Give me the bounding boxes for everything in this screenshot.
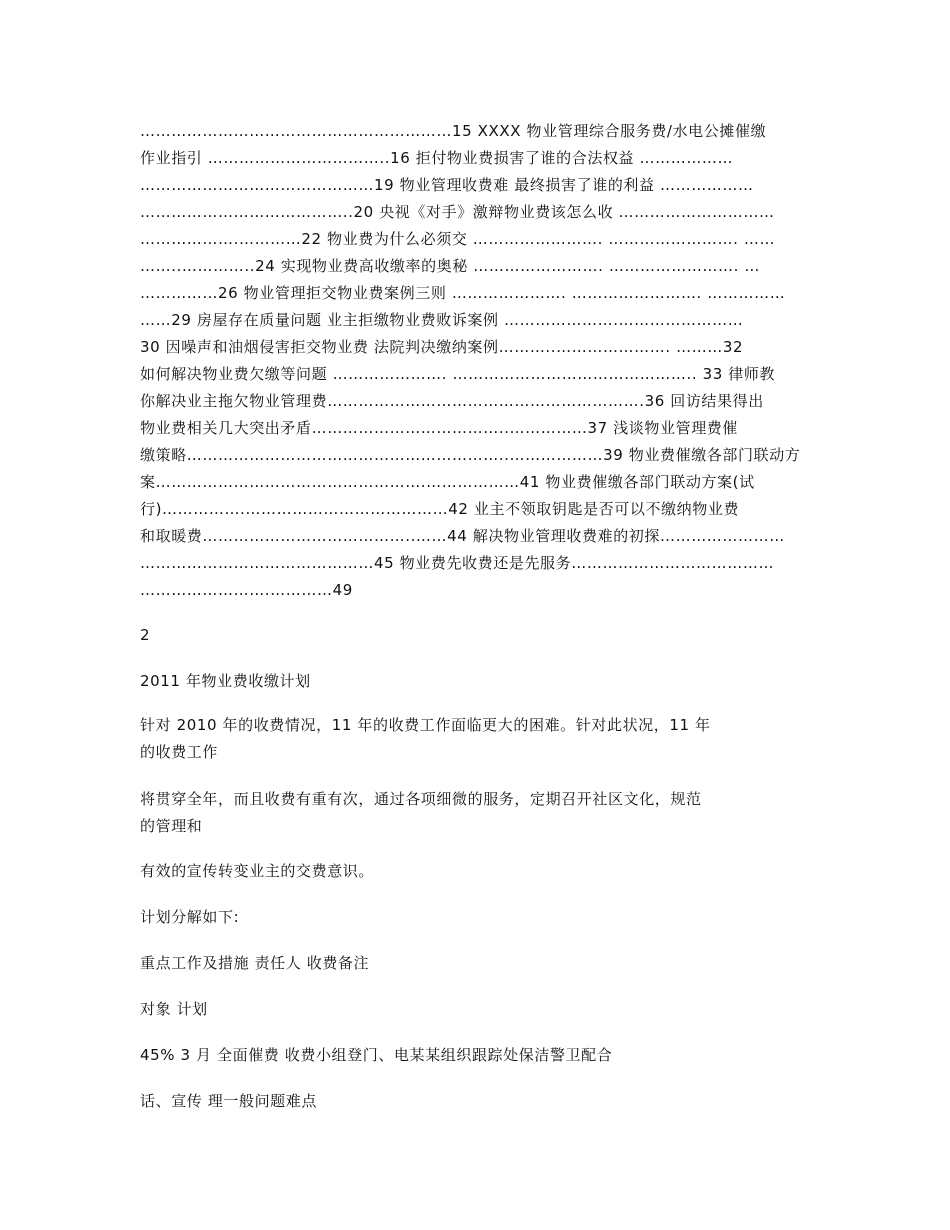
paragraph-8 [140, 1088, 812, 1115]
table-of-contents [140, 118, 812, 604]
toc-line: ……………………………………………………15 XXXX 物业管理综合服务费/水电公摊催缴 [140, 122, 767, 140]
paragraph-line: 的收费工作 [140, 743, 219, 761]
paragraph-line: 重点工作及措施 责任人 收费备注 [140, 954, 370, 972]
toc-line: ………………………………………19 物业管理收费难 最终损害了谁的利益 ……………… [140, 176, 754, 194]
paragraph-line: 的管理和 [140, 817, 203, 835]
paragraph-line: 计划分解如下: [140, 908, 240, 926]
paragraph-1 [140, 712, 812, 766]
toc-line: 物业费相关几大突出矛盾………………………………..……………37 浅谈物业管理费催 [140, 419, 738, 437]
toc-line: …………………………………..20 央视《对手》激辩物业费该怎么收 ………………………… [140, 203, 775, 221]
section-title: 2011 年物业费收缴计划 [140, 672, 311, 690]
toc-line: 如何解决物业费欠缴等问题 …………………. ……………………………………….. 33 律师教 [140, 365, 776, 383]
paragraph-line: 将贯穿全年，而且收费有重有次，通过各项细微的服务，定期召开社区文化，规范 [140, 790, 702, 808]
paragraph-5 [140, 950, 812, 977]
paragraph-line: 话、宣传 理一般问题难点 [140, 1092, 317, 1110]
paragraph-2 [140, 786, 812, 840]
paragraph-line: 45% 3 月 全面催费 收费小组登门、电某某组织跟踪处保洁警卫配合 [140, 1046, 613, 1064]
toc-line: 行)…………….…………………………………42 业主不领取钥匙是否可以不缴纳物业费 [140, 500, 740, 518]
toc-line: ……………26 物业管理拒交物业费案例三则 …………………. ……………………. …………… [140, 284, 786, 302]
paragraph-7 [140, 1042, 812, 1069]
toc-line: 你解决业主拖欠物业管理费…………………………………………………….36 回访结果得出 [140, 392, 764, 410]
paragraph-6 [140, 996, 812, 1023]
toc-line: ……29 房屋存在质量问题 业主拒缴物业费败诉案例 ………………….…………………… [140, 311, 744, 329]
paragraph-3 [140, 858, 812, 885]
toc-line: ……..…………..24 实现物业费高收缴率的奥秘 ……………………. ……………………. … [140, 257, 760, 275]
paragraph-4 [140, 904, 812, 931]
toc-line: 和取暖费…………………………………..……44 解决物业管理收费难的初探…………………… [140, 527, 785, 545]
toc-line: …………………….…………49 [140, 581, 353, 599]
toc-line: ………………………………………45 物业费先收费还是先服务………………………………… [140, 554, 775, 572]
toc-line: 30 因噪声和油烟侵害拒交物业费 法院判决缴纳案例………..…………………. ………32 [140, 338, 744, 356]
paragraph-line: 有效的宣传转变业主的交费意识。 [140, 862, 375, 880]
page-number: 2 [140, 626, 150, 644]
paragraph-line: 针对 2010 年的收费情况，11 年的收费工作面临更大的困难。针对此状况，11 年 [140, 716, 711, 734]
toc-line: ……………….…………22 物业费为什么必须交 ……………………. ……………………. …… [140, 230, 776, 248]
section-title-block [140, 668, 812, 695]
toc-line: 缴策略……………………………………………………..………………39 物业费催缴各部门联动方 [140, 446, 801, 464]
paragraph-line: 对象 计划 [140, 1000, 208, 1018]
toc-line: 案…………………………………………….………………41 物业费催缴各部门联动方案(试 [140, 473, 755, 491]
toc-line: 作业指引 ……………………………..16 拒付物业费损害了谁的合法权益 ……………… [140, 149, 734, 167]
